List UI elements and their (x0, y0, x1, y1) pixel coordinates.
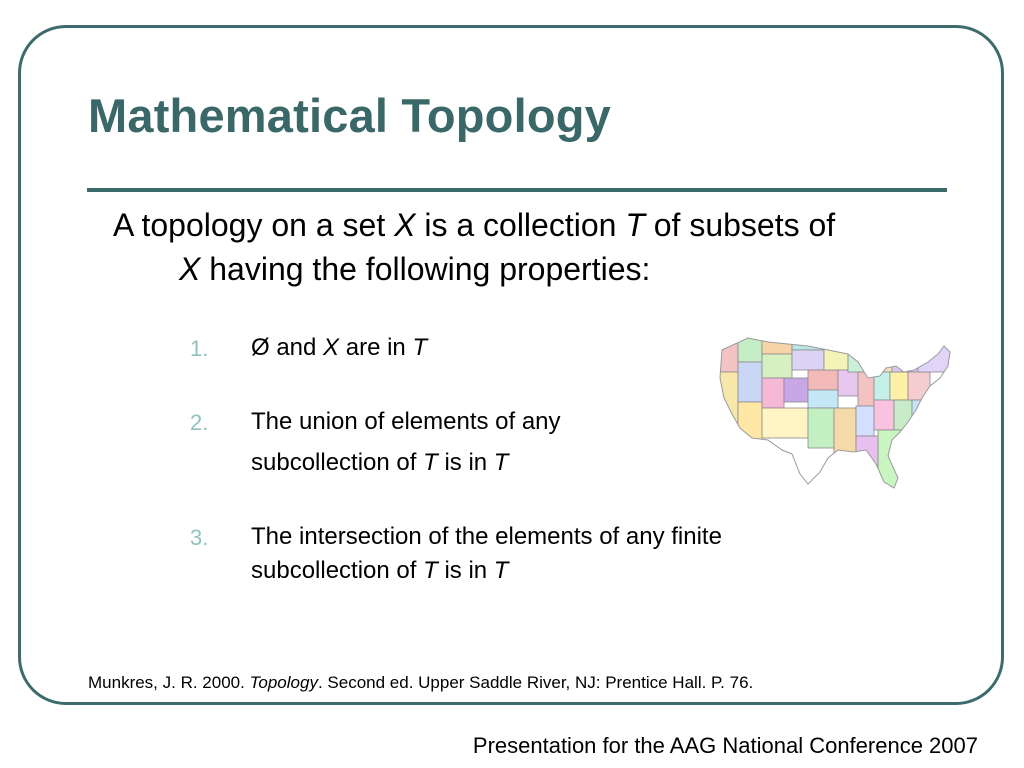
footer-text: Presentation for the AAG National Conference 2007 (472, 733, 978, 758)
intro-var-x: X (394, 207, 416, 243)
property-text: Ø and (251, 334, 324, 361)
property-text: is in (437, 557, 494, 584)
property-3-line-1: The intersection of the elements of any finite (251, 523, 722, 550)
definition-intro (113, 203, 963, 291)
usa-states-map-icon (708, 332, 956, 504)
property-text: subcollection of (251, 557, 424, 584)
citation-book-title: Topology (249, 673, 318, 692)
property-2-line-2 (251, 443, 508, 483)
citation (88, 673, 753, 693)
property-var: T (493, 449, 509, 476)
list-number: 3. (190, 525, 209, 550)
property-text: subcollection of (251, 449, 424, 476)
citation-text: Munkres, J. R. 2000. (88, 673, 250, 692)
property-var: T (493, 557, 509, 584)
property-var: T (412, 334, 428, 361)
title-divider (87, 188, 947, 192)
intro-var-x: X (179, 251, 201, 287)
property-text: is in (437, 449, 494, 476)
intro-text: A topology on a set (113, 207, 395, 243)
property-3-line-2 (251, 551, 508, 591)
property-text: are in (339, 334, 413, 361)
intro-text: is a collection (415, 207, 626, 243)
intro-text: of subsets of (644, 207, 836, 243)
property-2-line-1: The union of elements of any (251, 408, 561, 435)
list-number: 1. (190, 336, 209, 361)
property-var: T (423, 449, 438, 476)
intro-var-t: T (625, 207, 645, 243)
property-1 (251, 328, 427, 368)
intro-line-1 (113, 203, 963, 247)
intro-text: having the following properties: (200, 251, 651, 287)
property-var: T (423, 557, 438, 584)
list-number: 2. (190, 410, 209, 435)
slide-title: Mathematical Topology (88, 89, 611, 142)
citation-text: . Second ed. Upper Saddle River, NJ: Prentice Hall. P. 76. (317, 673, 754, 692)
property-var: X (323, 334, 340, 361)
intro-line-2 (113, 247, 963, 291)
